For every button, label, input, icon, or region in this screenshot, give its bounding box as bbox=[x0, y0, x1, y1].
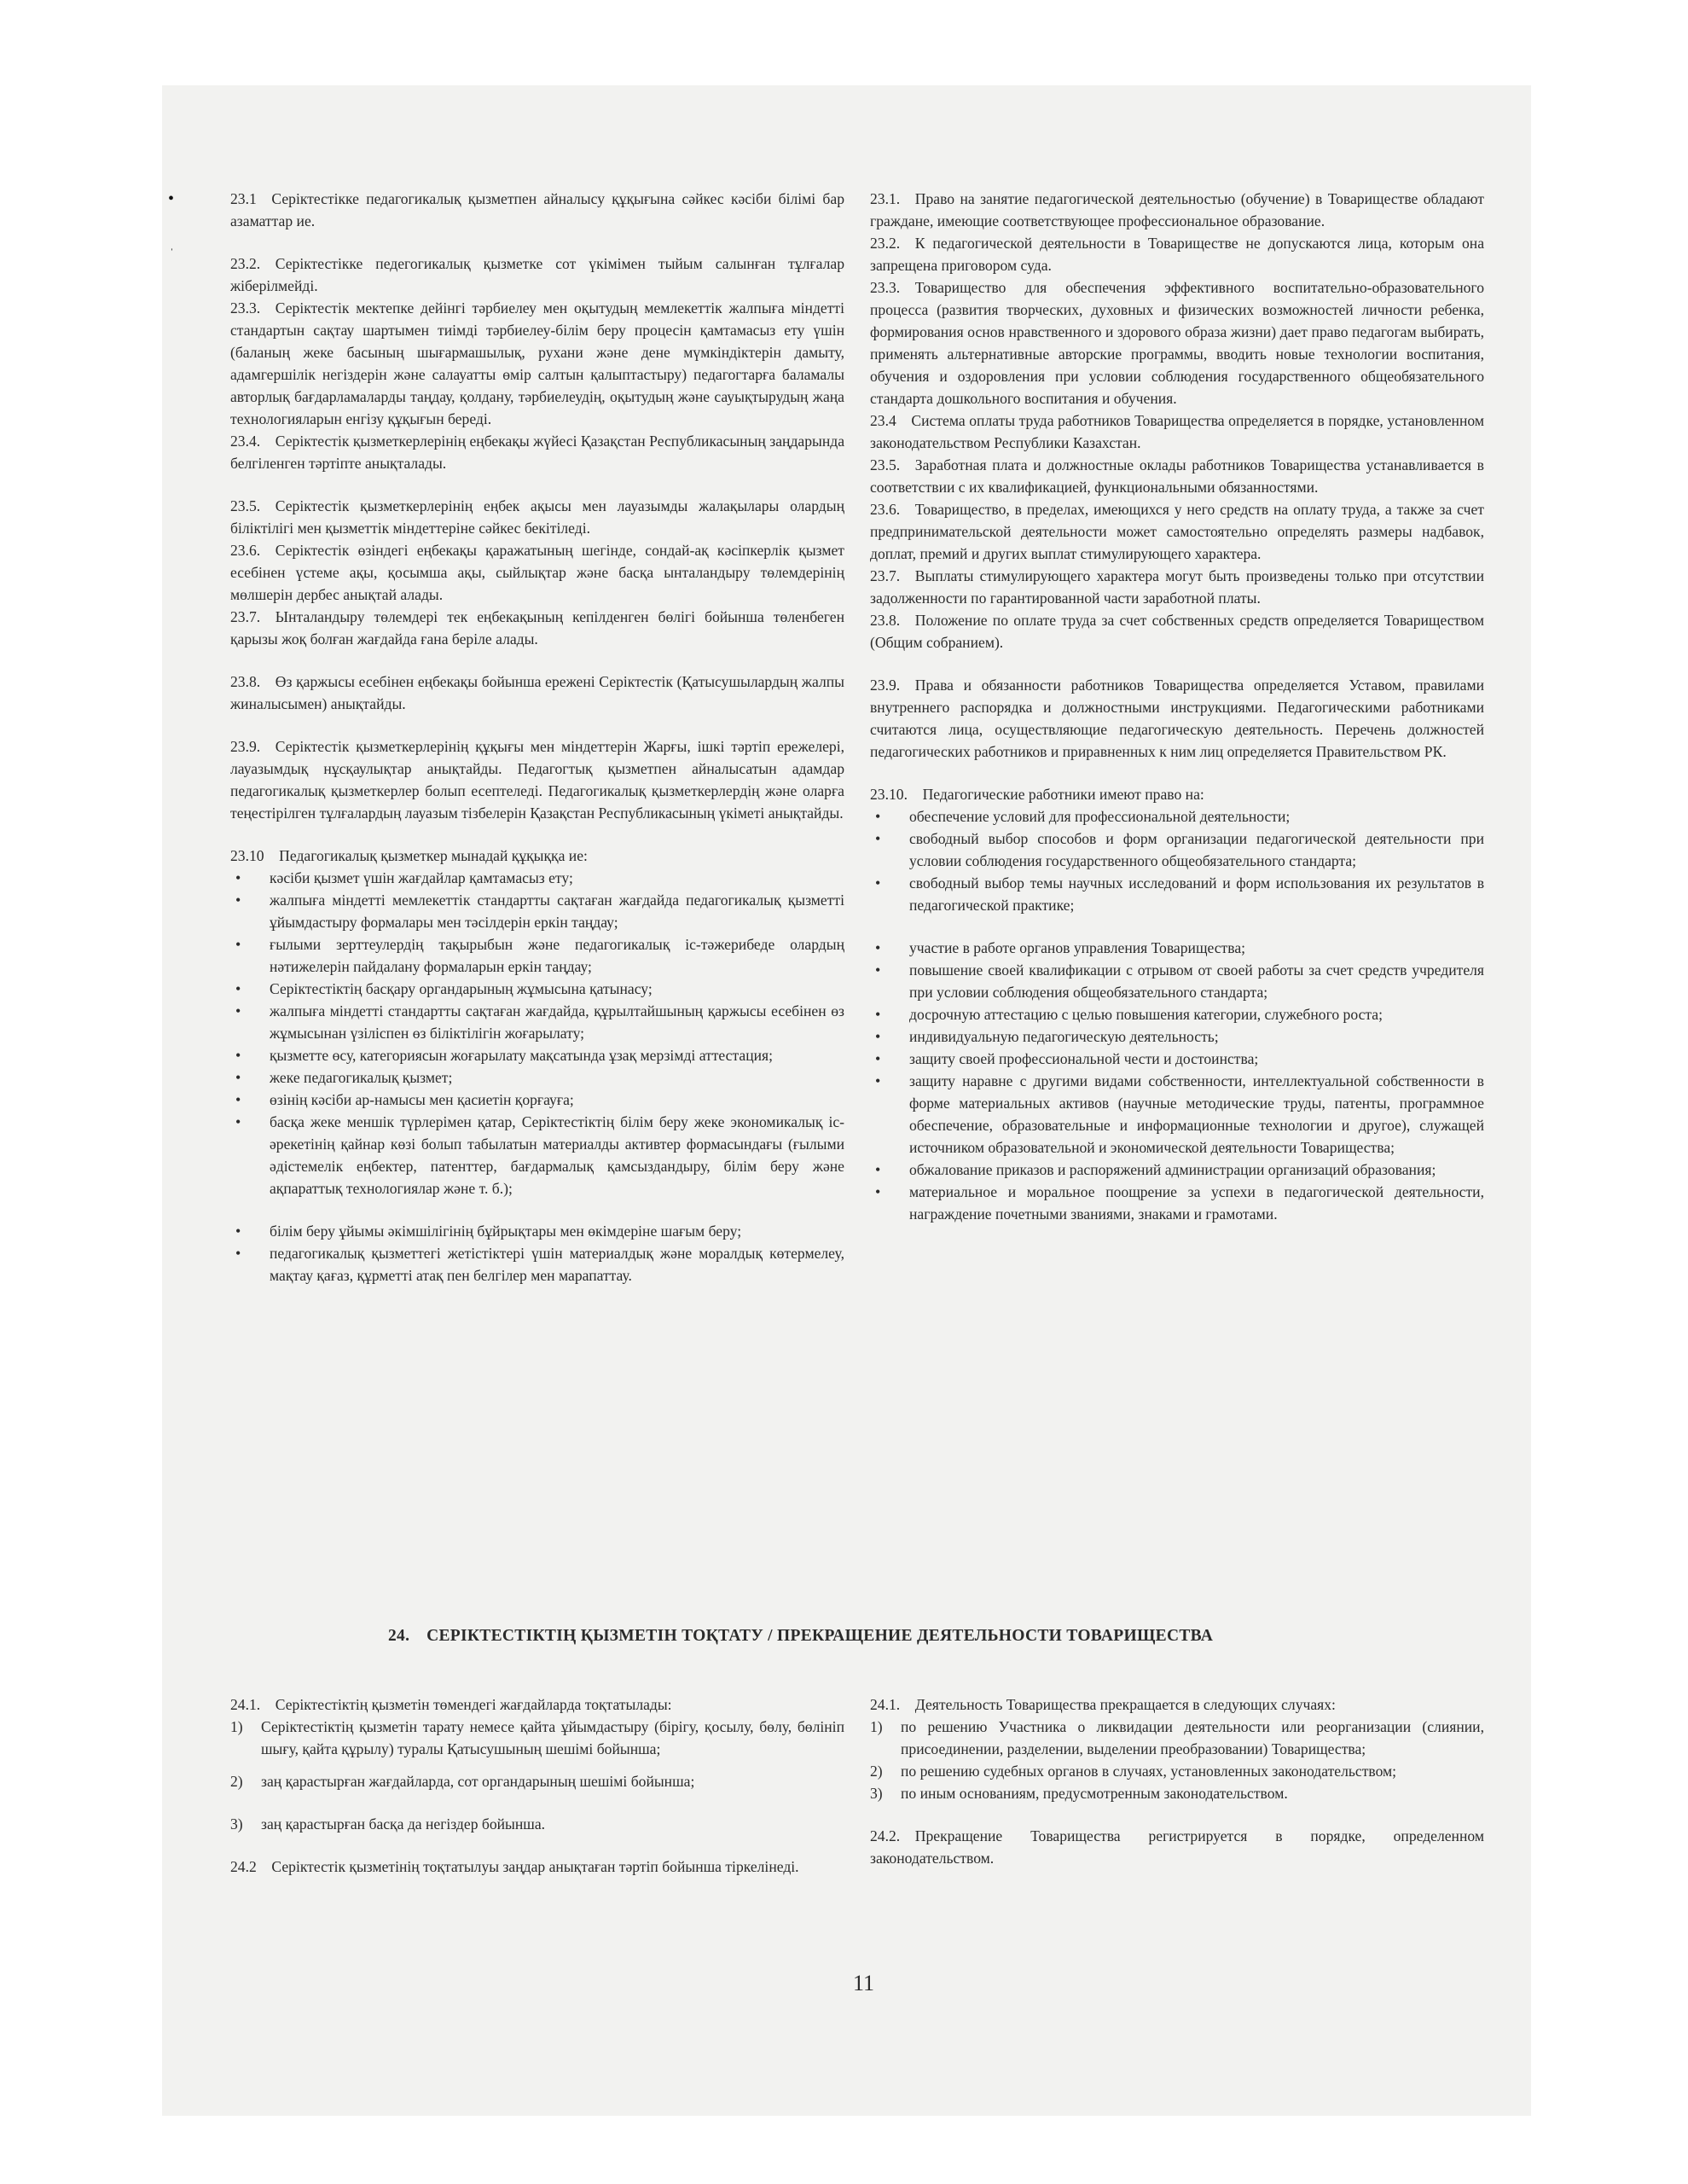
list-item bbox=[230, 1770, 844, 1792]
list-text: заң қарастырған басқа да негіздер бойынша. bbox=[261, 1815, 546, 1833]
list-number: 3) bbox=[870, 1785, 883, 1802]
list-item: • өзінің кәсіби ар-намысы мен қасиетін қорғауға; bbox=[230, 1089, 844, 1111]
russian-section-24 bbox=[870, 1693, 1484, 1869]
list-item: • басқа жеке меншік түрлерімен қатар, Серіктестіктің білім беру жеке экономикалық іс-әрекетінің қайнар көзі болып табылатын материалды активтер формасындағы (ғылыми әдістемелік еңбектер, патенттер, бағдармалық қамсыздандыру, білім беру және ақпараттық технологиялар және т. б.); bbox=[230, 1111, 844, 1199]
list-item: • защиту своей профессиональной чести и достоинства; bbox=[870, 1048, 1484, 1070]
list-item: • досрочную аттестацию с целью повышения категории, служебного роста; bbox=[870, 1003, 1484, 1025]
page-number: 11 bbox=[853, 1971, 875, 1995]
kz-termination-list bbox=[230, 1716, 844, 1835]
list-item: • обжалование приказов и распоряжений администрации организаций образования; bbox=[870, 1159, 1484, 1181]
ru-clause-23-1: 23.1. Право на занятие педагогической деятельностью (обучение) в Товариществе обладают граждане, имеющие соответствующее профессиональное образование. bbox=[870, 190, 1484, 229]
ru-clause-23-5: 23.5. Заработная плата и должностные оклады работников Товарищества устанавливается в соответствии с их квалификацией, функциональными обязанностями. bbox=[870, 456, 1484, 496]
ru-clause-23-4: 23.4 Система оплаты труда работников Товарищества определяется в порядке, установленном законодательством Республики Казахстан. bbox=[870, 412, 1484, 451]
list-item: • педагогикалық қызметтегі жетістіктері үшін материалдық және моралдық көтермелеу, мақтау қағаз, құрметті атақ пен белгілер мен марапаттау. bbox=[230, 1242, 844, 1287]
list-item bbox=[230, 1716, 844, 1760]
list-item: • ғылыми зерттеулердің тақырыбын және педагогикалық іс-тәжерибеде олардың нәтижелерін пайдалану формаларын еркін таңдау; bbox=[230, 933, 844, 978]
ru-rights-list bbox=[870, 805, 1484, 1225]
list-number: 1) bbox=[230, 1718, 243, 1735]
ru-clause-23-6: 23.6. Товарищество, в пределах, имеющихся у него средств на оплату труда, а также за счет предпринимательской деятельности может самостоятельно определять размеры надбавок, доплат, премий и других выплат стимулирующего характера. bbox=[870, 501, 1484, 562]
kz-clause-23-9: 23.9. Серіктестік қызметкерлерінің құқығы мен міндеттерін Жарғы, ішкі тәртіп ережелері, лауазымдық нұсқаулықтар анықтайды. Педагогтық қызметпен айналысатын адамдар педагогикалық қызметкерлер болып есептеледі. Педагогикалық қызметкерлердің және оларға теңестірілген тұлғалардың лауазым тізбелерін Қазақстан Республикасының үкіметі анықтайды. bbox=[230, 738, 844, 822]
list-text: Серіктестіктің қызметін тарату немесе қайта ұйымдастыру (бірігу, қосылу, бөлу, бөлініп шығу, қайта құрылу) туралы Қатысушының шешімі бойынша; bbox=[261, 1718, 844, 1757]
list-item: • повышение своей квалификации с отрывом от своей работы за счет средств учредителя при условии соблюдения общеобязательного стандарта; bbox=[870, 959, 1484, 1003]
list-item: • жалпыға міндетті мемлекеттік стандартты сақтаған жағдайда педагогикалық қызметті ұйымдастыру формалары мен тәсілдерін еркін таңдау; bbox=[230, 889, 844, 933]
ru-clause-24-1: 24.1. Деятельность Товарищества прекращается в следующих случаях: bbox=[870, 1696, 1336, 1713]
list-item bbox=[870, 1716, 1484, 1760]
ru-clause-23-2: 23.2. К педагогической деятельности в Товариществе не допускаются лица, которым она запрещена приговором суда. bbox=[870, 235, 1484, 274]
kazakh-column bbox=[230, 188, 844, 1287]
kz-clause-23-7: 23.7. Ынталандыру төлемдері тек еңбекақының кепілденген бөлігі бойынша төленбеген қарызы жоқ болған жағдайда ғана беріле алады. bbox=[230, 608, 844, 648]
list-item: • Серіктестіктің басқару органдарының жұмысына қатынасу; bbox=[230, 978, 844, 1000]
list-item bbox=[870, 1760, 1484, 1782]
list-item: • свободный выбор способов и форм организации педагогической деятельности при условии соблюдения государственного общеобязательного стандарта; bbox=[870, 828, 1484, 872]
ru-clause-23-3: 23.3. Товарищество для обеспечения эффективного воспитательно-образовательного процесса (развития творческих, духовных и физических возможностей личности ребенка, формирования основ нравственного и здорового образа жизни) дает право педагогам выбирать, применять альтернативные авторские программы, вводить новые технологии воспитания, обучения и оздоровления при условии соблюдения государственного общеобязательного стандарта дошкольного воспитания и обучения. bbox=[870, 279, 1484, 407]
kz-clause-24-2: 24.2 Серіктестік қызметінің тоқтатылуы заңдар анықтаған тәртіп бойынша тіркелінеді. bbox=[230, 1858, 799, 1875]
kz-clause-23-10: 23.10 Педагогикалық қызметкер мынадай құқыққа ие: bbox=[230, 847, 588, 864]
kz-clause-23-2: 23.2. Серіктестікке педегогикалық қызметке сот үкімімен тыйым салынған тұлғалар жіберілмейді. bbox=[230, 255, 844, 294]
scan-dot-mark: • bbox=[168, 189, 175, 208]
list-item: • индивидуальную педагогическую деятельность; bbox=[870, 1025, 1484, 1048]
kz-rights-list bbox=[230, 867, 844, 1287]
list-item bbox=[230, 1813, 844, 1835]
list-text: по иным основаниям, предусмотренным законодательством. bbox=[901, 1785, 1288, 1802]
section-24-heading: 24. СЕРІКТЕСТІКТІҢ ҚЫЗМЕТІН ТОҚТАТУ / ПРЕКРАЩЕНИЕ ДЕЯТЕЛЬНОСТИ ТОВАРИЩЕСТВА bbox=[388, 1627, 1214, 1645]
list-text: заң қарастырған жағдайларда, сот органдарының шешімі бойынша; bbox=[261, 1773, 695, 1790]
list-text: по решению Участника о ликвидации деятельности или реорганизации (слиянии, присоединении, разделении, выделении преобразовании) Товарищества; bbox=[901, 1718, 1484, 1757]
russian-column bbox=[870, 188, 1484, 1225]
list-item: • кәсіби қызмет үшін жағдайлар қамтамасыз ету; bbox=[230, 867, 844, 889]
kz-clause-23-8: 23.8. Өз қаржысы есебінен еңбекақы бойынша ережені Серіктестік (Қатысушылардың жалпы жиналысымен) анықтайды. bbox=[230, 673, 844, 712]
ru-termination-list bbox=[870, 1716, 1484, 1804]
list-item: • қызметте өсу, категориясын жоғарылату мақсатында ұзақ мерзімді аттестация; bbox=[230, 1044, 844, 1066]
list-number: 3) bbox=[230, 1815, 243, 1833]
list-item: • материальное и моральное поощрение за успехи в педагогической деятельности, награждение почетными званиями, знаками и грамотами. bbox=[870, 1181, 1484, 1225]
list-item: • участие в работе органов управления Товарищества; bbox=[870, 937, 1484, 959]
list-text: по решению судебных органов в случаях, установленных законодательством; bbox=[901, 1763, 1397, 1780]
list-number: 1) bbox=[870, 1718, 883, 1735]
list-item bbox=[870, 1782, 1484, 1804]
ru-clause-23-9: 23.9. Права и обязанности работников Товарищества определяется Уставом, правилами внутреннего распорядка и должностными инструкциями. Педагогическими работниками считаются лица, осуществляющие педагогическую деятельность. Перечень должностей педагогических работников и приравненных к ним лиц определяется Правительством РК. bbox=[870, 677, 1484, 760]
list-item: • свободный выбор темы научных исследований и форм использования их результатов в педагогической практике; bbox=[870, 872, 1484, 916]
ru-clause-23-7: 23.7. Выплаты стимулирующего характера могут быть произведены только при отсутствии задолженности по гарантированной части заработной платы. bbox=[870, 567, 1484, 607]
ru-clause-23-8: 23.8. Положение по оплате труда за счет собственных средств определяется Товариществом (Общим собранием). bbox=[870, 612, 1484, 651]
list-number: 2) bbox=[230, 1773, 243, 1790]
kz-clause-23-3: 23.3. Серіктестік мектепке дейінгі тәрбиелеу мен оқытудың мемлекеттік жалпыға міндетті стандартын сақтау шартымен тиімді тәрбиелеу-білім беру процесін қамтамасыз ету үшін (баланың жеке басының шығармашылық, рухани және дене мүмкіндіктерін дамыту, адамгершілік негіздерін және салауатты өмір салтын қалыптастыру) педагогтарға баламалы авторлық бағдарламаларды таңдау, қолдану, тәрбиелеудің, оқытудың және сауықтырудың жаңа технологияларын енгізу құқығын береді. bbox=[230, 299, 844, 427]
scan-tick-mark: ˈ bbox=[170, 247, 174, 260]
list-item: • защиту наравне с другими видами собственности, интеллектуальной собственности в форме материальных активов (научные методические труды, патенты, программное обеспечение, образовательные и информационные технологии и другое), служащей источником образовательной и экономической деятельности Товарищества; bbox=[870, 1070, 1484, 1159]
list-item: • жалпыға міндетті стандартты сақтаған жағдайда, құрылтайшының қаржысы есебінен өз жұмысынан үзіліспен өз біліктілігін жоғарылату; bbox=[230, 1000, 844, 1044]
ru-clause-24-2: 24.2. Прекращение Товарищества регистрируется в порядке, определенном законодательством. bbox=[870, 1827, 1484, 1867]
kz-clause-23-1: 23.1 Серіктестікке педагогикалық қызметпен айналысу құқығына сәйкес кәсіби білімі бар азаматтар ие. bbox=[230, 190, 844, 229]
list-number: 2) bbox=[870, 1763, 883, 1780]
kz-clause-23-5: 23.5. Серіктестік қызметкерлерінің еңбек ақысы мен лауазымды жалақылары олардың біліктілігі мен қызметтік міндеттеріне сәйкес бекітіледі. bbox=[230, 497, 844, 537]
ru-clause-23-10: 23.10. Педагогические работники имеют право на: bbox=[870, 786, 1204, 803]
kz-clause-23-4: 23.4. Серіктестік қызметкерлерінің еңбекақы жүйесі Қазақстан Республикасының заңдарында белгіленген тәртіпте анықталады. bbox=[230, 433, 844, 472]
list-item: • жеке педагогикалық қызмет; bbox=[230, 1066, 844, 1089]
kz-clause-24-1: 24.1. Серіктестіктің қызметін төмендегі жағдайларда тоқтатылады: bbox=[230, 1696, 672, 1713]
list-item: • білім беру ұйымы әкімшілігінің бұйрықтары мен өкімдеріне шағым беру; bbox=[230, 1220, 844, 1242]
kz-clause-23-6: 23.6. Серіктестік өзіндегі еңбекақы қаражатының шегінде, сондай-ақ кәсіпкерлік қызмет есебінен үстеме ақы, қосымша ақы, сыйлықтар және басқа ынталандыру төлемдерінің мөлшерін дербес анықтай алады. bbox=[230, 542, 844, 603]
list-item: • обеспечение условий для профессиональной деятельности; bbox=[870, 805, 1484, 828]
kazakh-section-24 bbox=[230, 1693, 844, 1878]
